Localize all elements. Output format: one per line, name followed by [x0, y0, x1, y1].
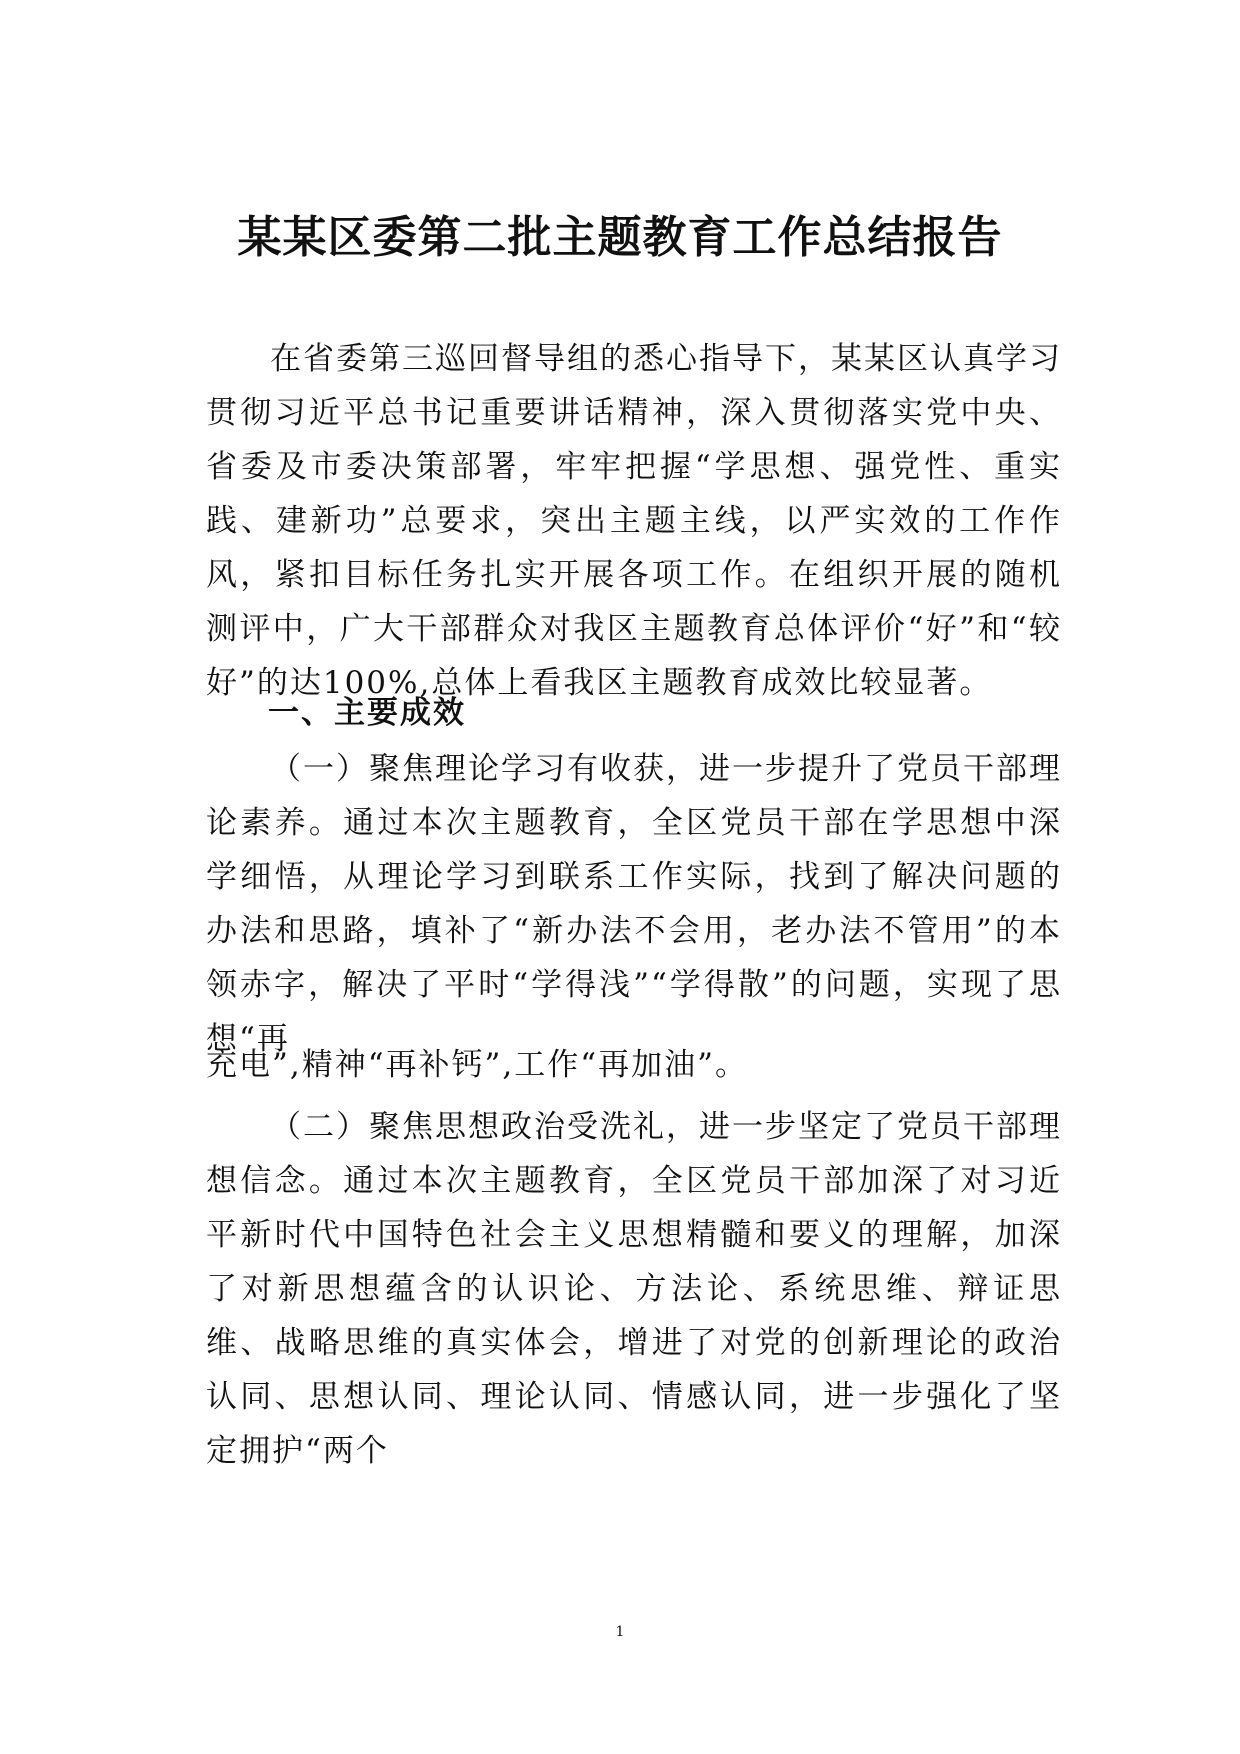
- item1-paragraph: （一）聚焦理论学习有收获，进一步提升了党员干部理论素养。通过本次主题教育，全区党员干部在学思想中深学细悟，从理论学习到联系工作实际，找到了解决问题的办法和思路，填补了“新办法不会用，老办法不管用”的本领赤字，解决了平时“学得浅”“学得散”的问题，实现了思想“再: [206, 751, 1062, 1057]
- document-title: 某某区委第二批主题教育工作总结报告: [237, 212, 1003, 263]
- page-number: 1: [615, 1624, 625, 1640]
- item1-continuation-line: 充电”,精神“再补钙”,工作“再加油”。: [206, 1047, 748, 1083]
- item2-paragraph: （二）聚焦思想政治受洗礼，进一步坚定了党员干部理想信念。通过本次主题教育，全区党员干部加深了对习近平新时代中国特色社会主义思想精髓和要义的理解，加深了对新思想蕴含的认识论、方法论、系统思维、辩证思维、战略思维的真实体会，增进了对党的创新理论的政治认同、思想认同、理论认同、情感认同，进一步强化了坚定拥护“两个: [206, 1109, 1062, 1469]
- section-heading-main-results: 一、主要成效: [268, 695, 466, 731]
- intro-paragraph: 在省委第三巡回督导组的悉心指导下，某某区认真学习贯彻习近平总书记重要讲话精神，深入贯彻落实党中央、省委及市委决策部署，牢牢把握“学思想、强党性、重实践、建新功”总要求，突出主题主线，以严实效的工作作风，紧扣目标任务扎实开展各项工作。在组织开展的随机测评中，广大干部群众对我区主题教育总体评价“好”和“较好”的达100%,总体上看我区主题教育成效比较显著。: [206, 341, 1062, 701]
